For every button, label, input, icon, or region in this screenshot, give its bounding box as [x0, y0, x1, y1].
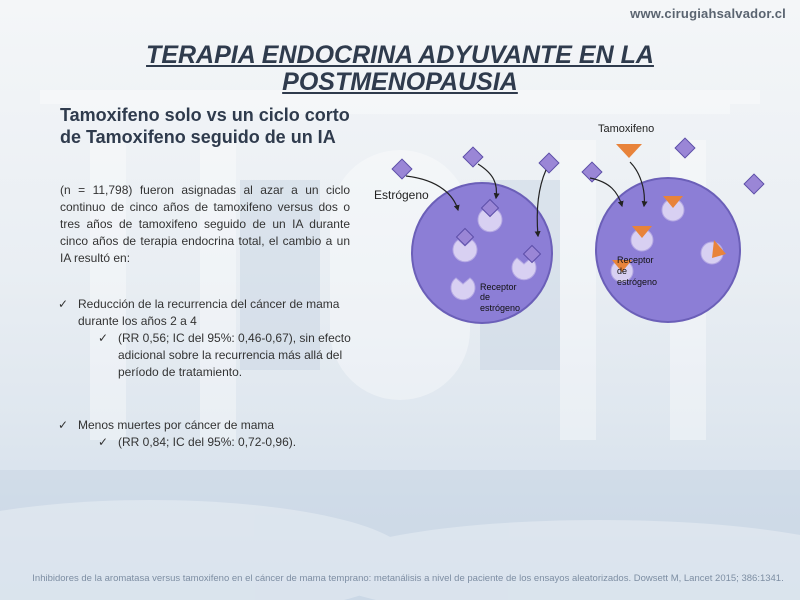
- sub-bullet-text: (RR 0,84; IC del 95%: 0,72-0,96).: [118, 435, 297, 449]
- bullet-list: [58, 296, 358, 451]
- sub-bullet-item: [98, 434, 358, 451]
- checkmark-icon: ✓: [98, 331, 109, 345]
- label-receptor-left-1: Receptor: [480, 282, 517, 292]
- label-tamoxifeno: Tamoxifeno: [598, 123, 655, 135]
- citation-footer: Inhibidores de la aromatasa versus tamoxifeno en el cáncer de mama temprano: metanálisis a nivel de paciente de los ensayos aleatorizados. Dowsett M, Lancet 2015; 386:1341.: [32, 573, 784, 584]
- checkmark-icon: ✓: [58, 418, 69, 432]
- bullet-text: Menos muertes por cáncer de mama: [78, 418, 275, 432]
- slide-subtitle: Tamoxifeno solo vs un ciclo corto de Tamoxifeno seguido de un IA: [60, 105, 350, 147]
- label-receptor-right-3: estrógeno: [617, 277, 658, 287]
- title-line-1: TERAPIA ENDOCRINA ADYUVANTE EN LA: [146, 41, 654, 69]
- label-receptor-left-2: de: [480, 292, 491, 302]
- bullet-item: [58, 417, 358, 434]
- checkmark-icon: ✓: [58, 297, 69, 311]
- label-receptor-left-3: estrógeno: [480, 303, 521, 313]
- sub-bullet-text: (RR 0,56; IC del 95%: 0,46-0,67), sin efecto adicional sobre la recurrencia más allá del período de tratamiento.: [118, 331, 351, 379]
- estrogen-free: [392, 138, 764, 194]
- tamoxifen-free: [616, 144, 642, 158]
- title-line-2: POSTMENOPAUSIA: [282, 68, 518, 96]
- label-receptor-right-2: de: [617, 266, 628, 276]
- site-url[interactable]: www.cirugiahsalvador.cl: [630, 6, 786, 21]
- bullet-text: Reducción de la recurrencia del cáncer de mama durante los años 2 a 4: [78, 297, 340, 328]
- intro-paragraph: (n = 11,798) fueron asignadas al azar a un ciclo continuo de cinco años de tamoxifeno versus dos o tres años de tamoxifeno seguido de un IA durante cinco años de terapia endocrina total, el cambio a un IA resultó en:: [60, 183, 350, 265]
- tamoxifen-mechanism-diagram: [370, 118, 790, 348]
- slide-title: [40, 42, 760, 96]
- sub-bullet-item: [98, 330, 358, 381]
- label-receptor-right-1: Receptor: [617, 255, 654, 265]
- label-estrogeno: Estrógeno: [374, 188, 429, 202]
- checkmark-icon: ✓: [98, 435, 109, 449]
- bullet-item: [58, 296, 358, 330]
